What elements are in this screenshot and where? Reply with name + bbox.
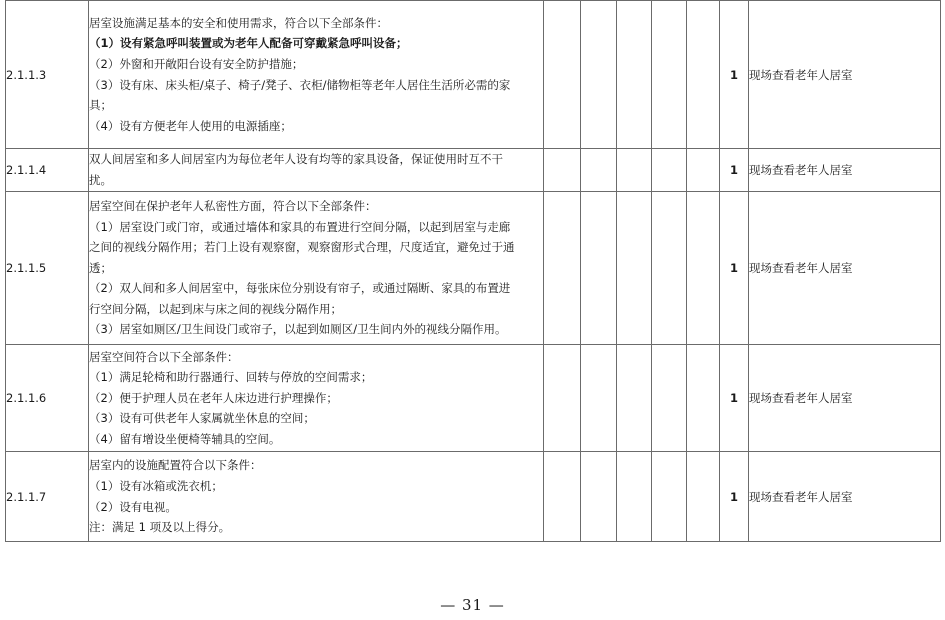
empty-cell [617, 345, 652, 452]
description-line: （2）外窗和开敞阳台设有安全防护措施； [89, 56, 304, 71]
score-cell: 1 [720, 452, 749, 542]
empty-cell [687, 452, 720, 542]
empty-cell [617, 1, 652, 149]
score-cell: 1 [720, 192, 749, 345]
description-line: 透； [89, 260, 112, 275]
clause-description [89, 345, 544, 452]
empty-cell [652, 149, 687, 192]
clause-description [89, 192, 544, 345]
table-row [6, 149, 941, 192]
table-body [6, 1, 941, 542]
description-line: 居室设施满足基本的安全和使用需求，符合以下全部条件： [89, 15, 388, 30]
clause-number: 2.1.1.4 [6, 149, 89, 192]
table-row [6, 1, 941, 149]
evaluation-method: 现场查看老年人居室 [749, 452, 941, 542]
empty-cell [581, 345, 617, 452]
evaluation-method: 现场查看老年人居室 [749, 192, 941, 345]
description-line: （3）设有床、床头柜/桌子、椅子/凳子、衣柜/储物柜等老年人居住生活所必需的家 [89, 77, 511, 92]
evaluation-method: 现场查看老年人居室 [749, 345, 941, 452]
description-line: 居室空间符合以下全部条件： [89, 349, 239, 364]
empty-cell [581, 192, 617, 345]
clause-description [89, 149, 544, 192]
empty-cell [652, 345, 687, 452]
score-cell: 1 [720, 345, 749, 452]
description-line: （1）满足轮椅和助行器通行、回转与停放的空间需求； [89, 370, 373, 385]
clause-number: 2.1.1.5 [6, 192, 89, 345]
page-number: — 31 — [440, 596, 505, 614]
description-line: （1）设有紧急呼叫装置或为老年人配备可穿戴紧急呼叫设备； [89, 36, 408, 51]
table-row [6, 345, 941, 452]
evaluation-method: 现场查看老年人居室 [749, 1, 941, 149]
clause-description [89, 1, 544, 149]
description-line: （2）双人间和多人间居室中，每张床位分别设有帘子，或通过隔断、家具的布置进 [89, 281, 511, 296]
empty-cell [652, 192, 687, 345]
empty-cell [687, 149, 720, 192]
empty-cell [652, 1, 687, 149]
empty-cell [544, 452, 581, 542]
empty-cell [544, 149, 581, 192]
empty-cell [581, 149, 617, 192]
description-line: （4）留有增设坐便椅等辅具的空间。 [89, 431, 281, 446]
empty-cell [581, 452, 617, 542]
description-line: （4）设有方便老年人使用的电源插座； [89, 118, 292, 133]
clause-number: 2.1.1.6 [6, 345, 89, 452]
description-line: （1）居室设门或门帘，或通过墙体和家具的布置进行空间分隔，以起到居室与走廊 [89, 219, 511, 234]
description-line: （2）设有电视。 [89, 499, 177, 514]
clause-number: 2.1.1.7 [6, 452, 89, 542]
empty-cell [544, 192, 581, 345]
empty-cell [687, 345, 720, 452]
description-line: （3）设有可供老年人家属就坐休息的空间； [89, 411, 315, 426]
clause-description [89, 452, 544, 542]
description-line: 具； [89, 98, 112, 113]
empty-cell [617, 452, 652, 542]
score-cell: 1 [720, 149, 749, 192]
table-row [6, 452, 941, 542]
criteria-table [5, 0, 941, 542]
evaluation-method: 现场查看老年人居室 [749, 149, 941, 192]
description-line: 扰。 [89, 173, 112, 187]
empty-cell [652, 452, 687, 542]
description-line: 注：满足 1 项及以上得分。 [89, 520, 231, 535]
description-line: 居室内的设施配置符合以下条件： [89, 458, 262, 473]
empty-cell [544, 345, 581, 452]
description-line: （2）便于护理人员在老年人床边进行护理操作； [89, 390, 338, 405]
table-row [6, 192, 941, 345]
description-line: （3）居室如厕区/卫生间设门或帘子，以起到如厕区/卫生间内外的视线分隔作用。 [89, 322, 507, 337]
description-line: 行空间分隔，以起到床与床之间的视线分隔作用； [89, 301, 342, 316]
empty-cell [687, 192, 720, 345]
description-line: （1）设有冰箱或洗衣机； [89, 478, 223, 493]
clause-number: 2.1.1.3 [6, 1, 89, 149]
empty-cell [544, 1, 581, 149]
empty-cell [581, 1, 617, 149]
description-line: 之间的视线分隔作用；若门上设有观察窗，观察窗形式合理，尺度适宜，避免过于通 [89, 240, 515, 255]
empty-cell [617, 149, 652, 192]
description-line: 双人间居室和多人间居室内为每位老年人设有均等的家具设备，保证使用时互不干 [89, 152, 503, 167]
empty-cell [687, 1, 720, 149]
empty-cell [617, 192, 652, 345]
description-line: 居室空间在保护老年人私密性方面，符合以下全部条件： [89, 198, 377, 213]
score-cell: 1 [720, 1, 749, 149]
